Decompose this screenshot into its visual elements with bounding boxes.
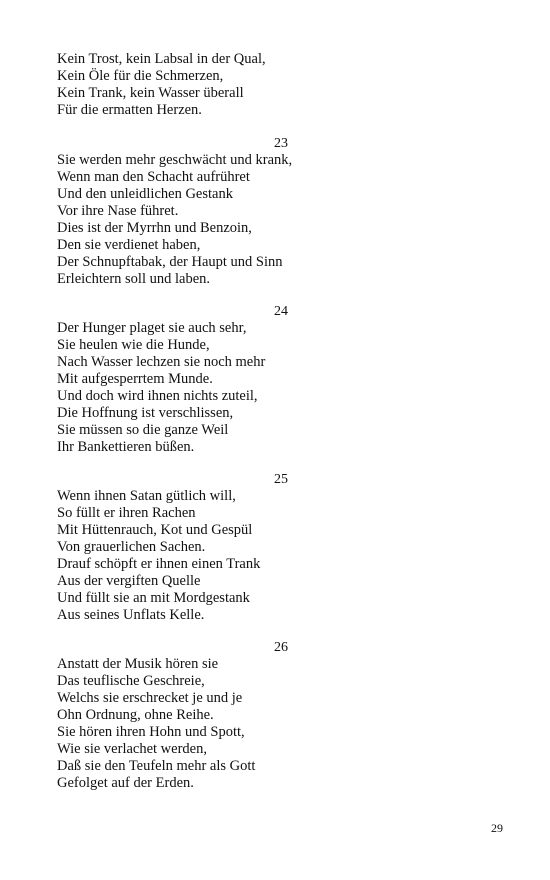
verse-line: Sie werden mehr geschwächt und krank, (57, 152, 293, 168)
verse-line: Von grauerlichen Sachen. (57, 539, 206, 555)
verse-line: Erleichtern soll und laben. (57, 271, 211, 287)
stanza-23 (57, 152, 357, 288)
verse-line: Wenn ihnen Satan gütlich will, (57, 488, 236, 504)
verse-line: Kein Trank, kein Wasser überall (57, 85, 244, 101)
stanza-continued (57, 51, 357, 119)
verse-line: Anstatt der Musik hören sie (57, 656, 219, 672)
stanza-number: 26 (274, 640, 288, 655)
verse-line: Sie heulen wie die Hunde, (57, 337, 210, 353)
verse-line: Nach Wasser lechzen sie noch mehr (57, 354, 266, 370)
stanza-26 (57, 656, 357, 792)
stanza-number: 25 (274, 472, 288, 487)
verse-line: Sie hören ihren Hohn und Spott, (57, 724, 245, 740)
verse-line: Sie müssen so die ganze Weil (57, 422, 229, 438)
stanza-24 (57, 320, 357, 456)
page-number: 29 (491, 821, 503, 835)
verse-line: Wie sie verlachet werden, (57, 741, 207, 757)
verse-line: Und füllt sie an mit Mordgestank (57, 590, 250, 606)
verse-line: Vor ihre Nase führet. (57, 203, 179, 219)
verse-line: Drauf schöpft er ihnen einen Trank (57, 556, 261, 572)
verse-line: Den sie verdienet haben, (57, 237, 201, 253)
verse-line: Der Schnupftabak, der Haupt und Sinn (57, 254, 283, 270)
verse-line: Und den unleidlichen Gestank (57, 186, 233, 202)
stanza-number: 24 (274, 304, 288, 319)
verse-line: Ohn Ordnung, ohne Reihe. (57, 707, 214, 723)
verse-line: Kein Öle für die Schmerzen, (57, 68, 224, 84)
verse-line: Gefolget auf der Erden. (57, 775, 194, 791)
verse-line: Für die ermatten Herzen. (57, 102, 202, 118)
verse-line: Die Hoffnung ist verschlissen, (57, 405, 234, 421)
verse-line: Aus der vergiften Quelle (57, 573, 201, 589)
verse-line: Mit aufgesperrtem Munde. (57, 371, 213, 387)
verse-line: Wenn man den Schacht aufrühret (57, 169, 250, 185)
verse-line: Dies ist der Myrrhn und Benzoin, (57, 220, 252, 236)
verse-line: Daß sie den Teufeln mehr als Gott (57, 758, 256, 774)
verse-line: So füllt er ihren Rachen (57, 505, 196, 521)
verse-line: Aus seines Unflats Kelle. (57, 607, 205, 623)
verse-line: Ihr Bankettieren büßen. (57, 439, 195, 455)
verse-line: Mit Hüttenrauch, Kot und Gespül (57, 522, 253, 538)
verse-line: Welchs sie erschrecket je und je (57, 690, 243, 706)
verse-line: Und doch wird ihnen nichts zuteil, (57, 388, 258, 404)
stanza-number: 23 (274, 136, 288, 151)
stanza-25 (57, 488, 357, 624)
verse-line: Kein Trost, kein Labsal in der Qual, (57, 51, 266, 67)
verse-line: Der Hunger plaget sie auch sehr, (57, 320, 247, 336)
verse-line: Das teuflische Geschreie, (57, 673, 205, 689)
